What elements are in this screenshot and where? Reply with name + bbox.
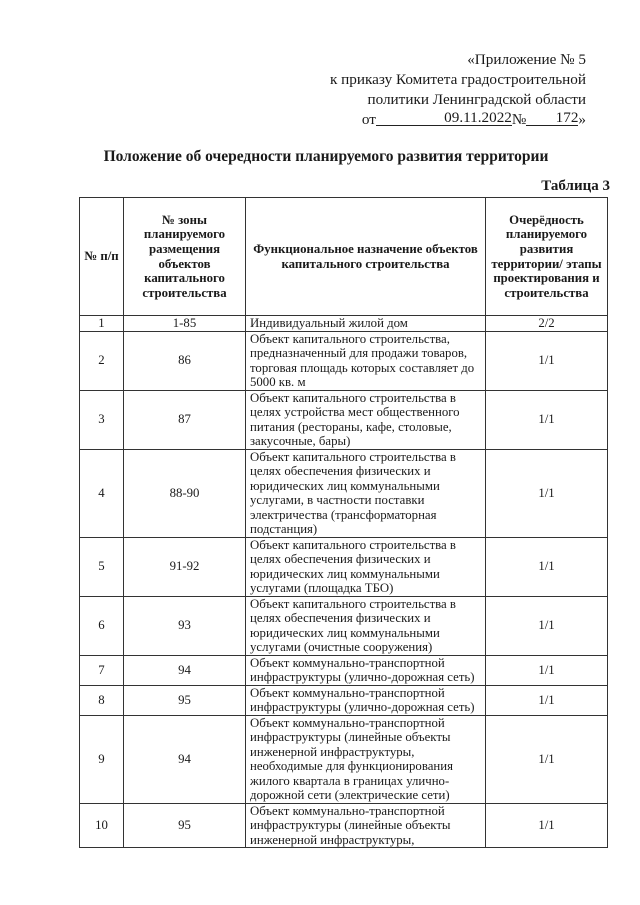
row-number: 9	[80, 715, 124, 803]
table-row	[80, 449, 608, 537]
header-zone: № зоны планируемого размещения объектов капитального строительства	[124, 198, 246, 316]
number-prefix: №	[511, 111, 527, 128]
row-number: 2	[80, 331, 124, 390]
row-order: 1/1	[486, 685, 608, 715]
row-number: 3	[80, 390, 124, 449]
row-order: 1/1	[486, 449, 608, 537]
row-zone: 1-85	[124, 316, 246, 332]
row-order: 1/1	[486, 655, 608, 685]
table-row	[80, 685, 608, 715]
appendix-line-3: политики Ленинградской области	[367, 91, 586, 108]
handwritten-date: 09.11.2022	[444, 109, 512, 126]
row-order: 1/1	[486, 803, 608, 848]
row-zone: 95	[124, 803, 246, 848]
row-number: 5	[80, 537, 124, 596]
table-row	[80, 331, 608, 390]
table-row	[80, 655, 608, 685]
header-number: № п/п	[80, 198, 124, 316]
row-purpose: Объект капитального строительства в целях обеспечения физических и юридических лиц коммунальными услугами, в частности поставки электричества (трансформаторная подстанция)	[246, 449, 486, 537]
row-zone: 94	[124, 655, 246, 685]
row-purpose: Объект капитального строительства, предназначенный для продажи товаров, торговая площадь которых составляет до 5000 кв. м	[246, 331, 486, 390]
page-title: Положение об очередности планируемого развития территории	[103, 148, 549, 165]
row-number: 8	[80, 685, 124, 715]
row-order: 2/2	[486, 316, 608, 332]
table-header-row	[80, 198, 608, 316]
appendix-header	[330, 50, 586, 130]
row-purpose: Объект коммунально-транспортной инфраструктуры (улично-дорожная сеть)	[246, 655, 486, 685]
row-order: 1/1	[486, 596, 608, 655]
row-zone: 86	[124, 331, 246, 390]
order-table	[79, 197, 608, 848]
row-purpose: Объект капитального строительства в целях обеспечения физических и юридических лиц коммунальными услугами (очистные сооружения)	[246, 596, 486, 655]
table-row	[80, 715, 608, 803]
closing-quote: »	[578, 111, 586, 128]
row-zone: 95	[124, 685, 246, 715]
table-caption: Таблица 3	[541, 178, 610, 194]
row-zone: 87	[124, 390, 246, 449]
table-row	[80, 316, 608, 332]
row-purpose: Объект коммунально-транспортной инфраструктуры (улично-дорожная сеть)	[246, 685, 486, 715]
appendix-date-number-line	[330, 110, 586, 130]
row-purpose: Объект коммунально-транспортной инфраструктуры (линейные объекты инженерной инфраструктуры,	[246, 803, 486, 848]
table-row	[80, 803, 608, 848]
row-order: 1/1	[486, 331, 608, 390]
row-number: 4	[80, 449, 124, 537]
row-purpose: Объект коммунально-транспортной инфраструктуры (линейные объекты инженерной инфраструктуры, необходимые для функционирования жилого квартала в границах улично-дорожной сети (электрические сети)	[246, 715, 486, 803]
appendix-line-2: к приказу Комитета градостроительной	[329, 71, 586, 88]
number-field	[526, 110, 578, 126]
row-zone: 88-90	[124, 449, 246, 537]
date-field	[376, 110, 512, 126]
row-purpose: Объект капитального строительства в целях обеспечения физических и юридических лиц коммунальными услугами (площадка ТБО)	[246, 537, 486, 596]
row-zone: 94	[124, 715, 246, 803]
row-number: 6	[80, 596, 124, 655]
row-purpose: Индивидуальный жилой дом	[246, 316, 486, 332]
row-zone: 91-92	[124, 537, 246, 596]
from-prefix: от	[361, 111, 376, 128]
row-purpose: Объект капитального строительства в целях устройства мест общественного питания (рестораны, кафе, столовые, закусочные, бары)	[246, 390, 486, 449]
row-number: 10	[80, 803, 124, 848]
header-order: Очерёдность планируемого развития территории/ этапы проектирования и строительства	[486, 198, 608, 316]
row-order: 1/1	[486, 715, 608, 803]
appendix-line-1: «Приложение № 5	[467, 51, 586, 68]
handwritten-number: 172	[555, 109, 579, 126]
row-order: 1/1	[486, 537, 608, 596]
table-row	[80, 537, 608, 596]
row-number: 1	[80, 316, 124, 332]
row-order: 1/1	[486, 390, 608, 449]
table-row	[80, 390, 608, 449]
header-purpose: Функциональное назначение объектов капитального строительства	[246, 198, 486, 316]
row-zone: 93	[124, 596, 246, 655]
row-number: 7	[80, 655, 124, 685]
table-row	[80, 596, 608, 655]
